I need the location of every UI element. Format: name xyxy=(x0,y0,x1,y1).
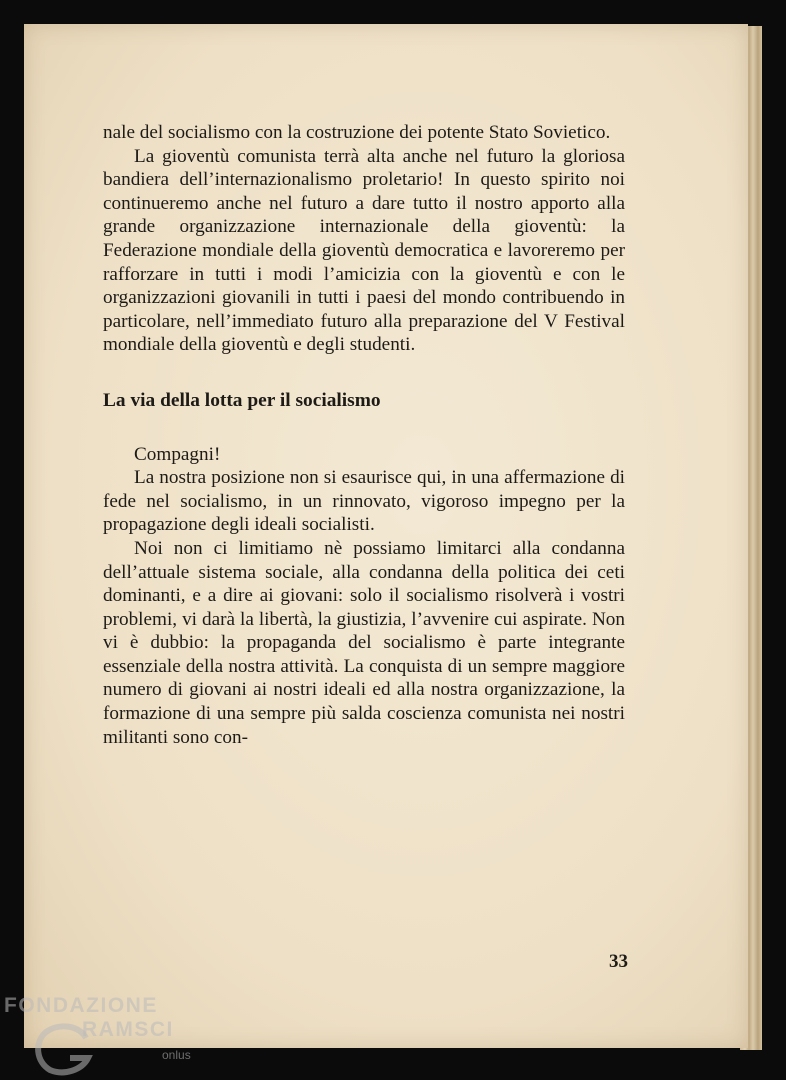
paragraph: La gioventù comunista terrà alta anche nel futuro la gloriosa bandiera dell’internazionalismo proletario! In questo spirito noi continueremo anche nel futuro a dare tutto il nostro apporto alla grande organizzazione internazionale della gioventù: la Federazione mondiale della gioventù democratica e lavoreremo per rafforzare in tutti i modi l’amicizia con la gioventù e con le organizzazioni giovanili in tutti i paesi del mondo contribuendo in particolare, nell’immediato futuro alla preparazione del V Festival mondiale della gioventù e degli studenti. xyxy=(103,145,625,356)
section-heading: La via della lotta per il socialismo xyxy=(103,389,381,411)
watermark-line-1: FONDAZIONE xyxy=(4,994,158,1017)
watermark xyxy=(4,994,214,1078)
watermark-line-3: onlus xyxy=(162,1048,191,1062)
paragraph: Noi non ci limitiamo nè possiamo limitarci alla condanna dell’attuale sistema sociale, alla condanna della politica dei ceti dominanti, e a dire ai giovani: solo il socialismo risolverà i vostri problemi, vi darà la libertà, la giustizia, l’avvenire cui aspirate. Non vi è dubbio: la propaganda del socialismo è parte integrante essenziale della nostra attività. La conquista di un sempre maggiore numero di giovani ai nostri ideali ed alla nostra organizzazione, la formazione di una sempre più salda coscienza comunista nei nostri militanti sono con- xyxy=(103,537,625,748)
watermark-line-2: RAMSCI xyxy=(82,1018,174,1041)
paragraph: La nostra posizione non si esaurisce qui, in una affermazione di fede nel socialismo, in un rinnovato, vigoroso impegno per la propagazione degli ideali socialisti. xyxy=(103,467,625,536)
page-text xyxy=(103,121,625,749)
paragraph: Compagni! xyxy=(134,443,221,465)
paragraph: nale del socialismo con la costruzione dei potente Stato Sovietico. xyxy=(103,122,611,143)
page-number: 33 xyxy=(609,951,628,972)
